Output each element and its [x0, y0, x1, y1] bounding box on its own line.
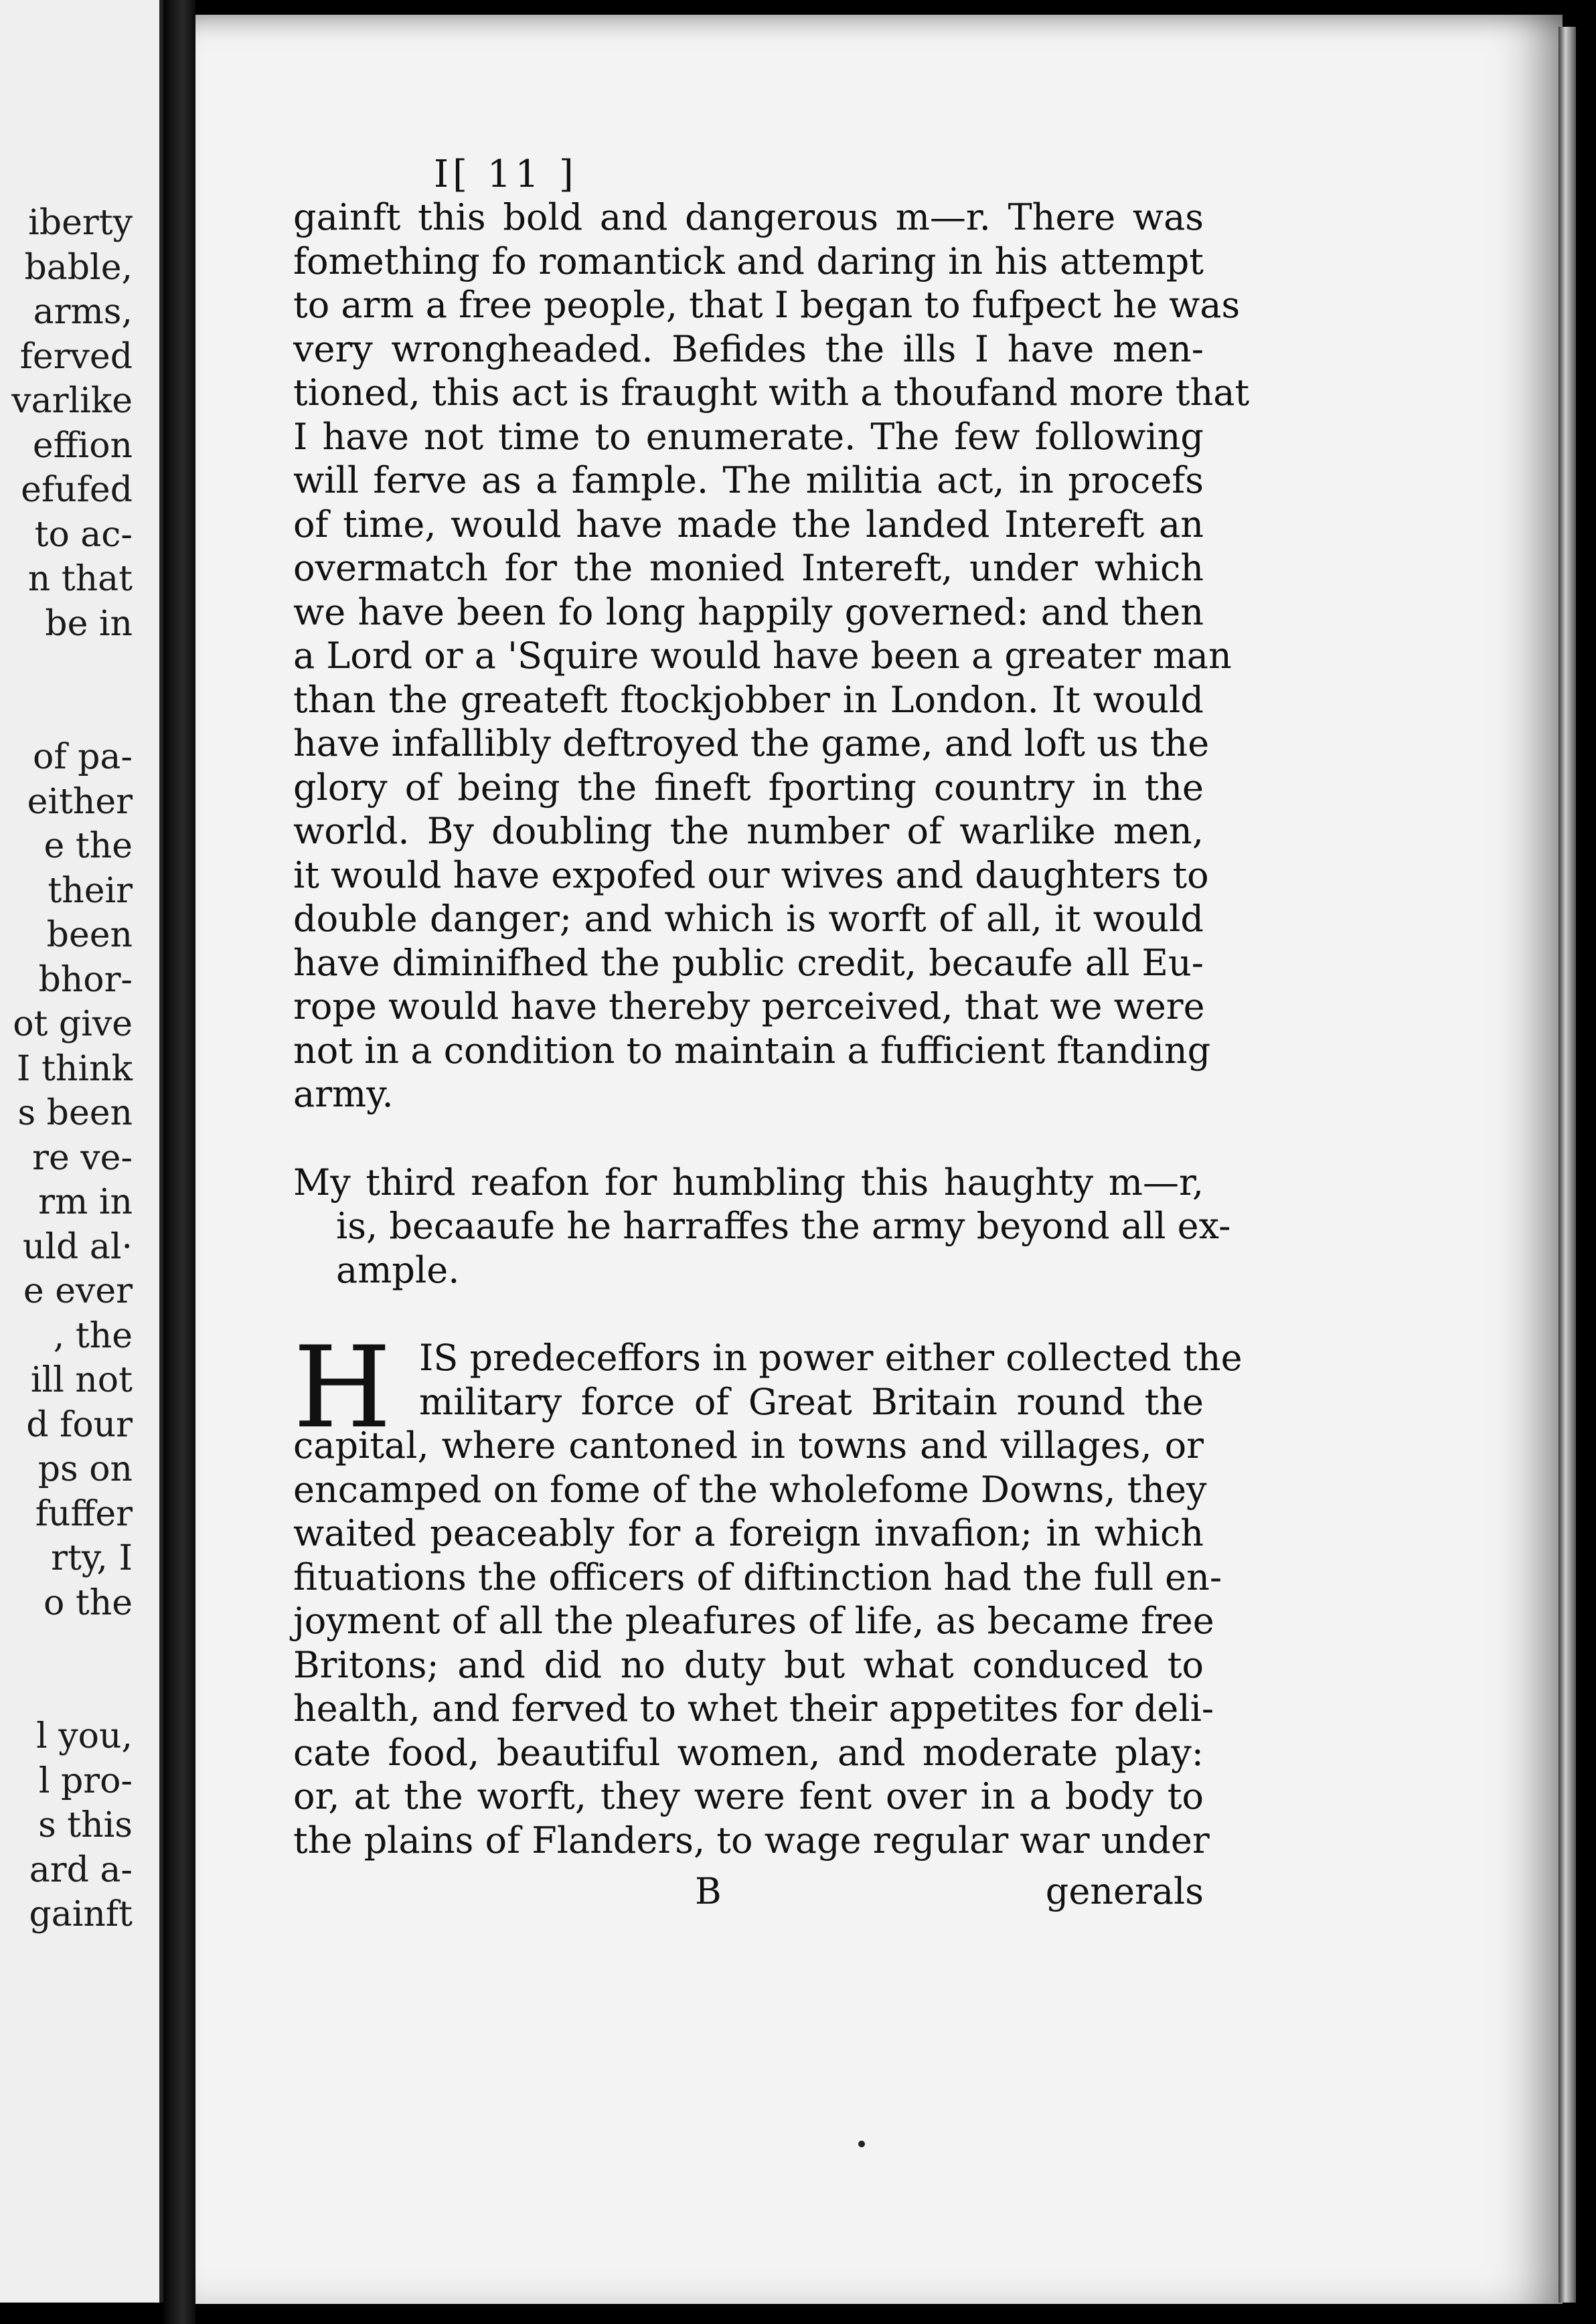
left-page-fragment: bhor- [38, 959, 133, 1000]
catchword: generals [1045, 1870, 1204, 1912]
left-page-fragment: effion [32, 425, 133, 466]
page-footer [293, 1870, 1204, 1917]
text-line: military force of Great Britain round the [419, 1380, 1204, 1423]
left-page-fragment [11, 1670, 133, 1715]
left-page-fragment: varlike [11, 381, 133, 421]
left-page-fragment: l you, [36, 1716, 133, 1756]
paragraph-predecessors [293, 1322, 1243, 1862]
left-page-fragment: fuffer [35, 1493, 133, 1534]
text-line: not in a condition to maintain a fufficient ftanding [293, 1029, 1211, 1072]
left-page-fragment: be in [45, 603, 133, 644]
left-page-fragment: l pro- [38, 1760, 133, 1801]
left-page-fragment: s been [17, 1093, 133, 1133]
left-page-fragment: ot give [13, 1004, 133, 1044]
left-page-fragment: gainft [29, 1894, 133, 1934]
text-line: army. [293, 1073, 394, 1115]
text-line: rope would have thereby perceived, that we were [293, 985, 1205, 1027]
text-line: world. By doubling the number of warlike men, [293, 810, 1204, 852]
left-page-text-fragments [11, 201, 133, 1937]
text-line: health, and ferved to whet their appetites for deli- [293, 1687, 1214, 1730]
section-heading-third-reason [293, 1161, 1231, 1293]
text-line: fituations the officers of diftinction had the full en- [293, 1556, 1222, 1598]
text-line: is, becaaufe he harraffes the army beyond all ex- [336, 1205, 1231, 1247]
left-page-fragment: bable, [24, 247, 133, 288]
text-line: glory of being the fineft fporting country in the [293, 766, 1204, 809]
text-line: to arm a free people, that I began to fufpect he was [293, 284, 1241, 326]
text-line: My third reafon for humbling this haughty m—r, [293, 1161, 1204, 1204]
paragraph-militia-act [293, 195, 1250, 1116]
text-line: overmatch for the monied Intereft, under which [293, 547, 1204, 589]
page-edge [1559, 27, 1576, 2303]
text-line: or, at the worft, they were fent over in a body to [293, 1775, 1204, 1817]
text-line: cate food, beautiful women, and moderate play: [293, 1731, 1204, 1774]
left-page-fragment: rm in [38, 1182, 133, 1222]
left-page-fragment [11, 691, 133, 736]
text-line: very wrongheaded. Befides the ills I have men- [293, 327, 1204, 370]
left-page-fragment [11, 1625, 133, 1670]
text-line: encamped on fome of the wholefome Downs, they [293, 1468, 1207, 1511]
left-facing-page [0, 0, 163, 2303]
left-page-fragment: I think [16, 1048, 133, 1089]
left-page-fragment: e ever [23, 1271, 133, 1311]
left-page-fragment: rty, I [51, 1538, 133, 1578]
page-number: I[ 11 ] [434, 153, 578, 196]
left-page-fragment: arms, [33, 292, 133, 332]
left-page-fragment: iberty [28, 203, 133, 243]
left-page-fragment [11, 646, 133, 691]
text-line: tioned, this act is fraught with a thoufand more that [293, 371, 1250, 414]
left-page-fragment: re ve- [32, 1137, 133, 1178]
text-line: gainft this bold and dangerous m—r. There was [293, 196, 1204, 238]
text-line: waited peaceably for a foreign invafion; in which [293, 1512, 1204, 1554]
text-line: of time, would have made the landed Intereft an [293, 503, 1204, 546]
text-line: double danger; and which is worft of all, it would [293, 898, 1204, 940]
text-line: fomething fo romantick and daring in his attempt [293, 240, 1204, 282]
left-page-fragment: either [27, 781, 133, 822]
text-line: IS predeceffors in power either collected the [419, 1337, 1243, 1379]
text-line: it would have expofed our wives and daughters to [293, 853, 1209, 896]
left-page-fragment: ill not [30, 1360, 133, 1400]
ink-speck [858, 2141, 865, 2147]
left-page-fragment: o the [44, 1582, 133, 1623]
left-page-fragment: ferved [19, 336, 133, 377]
body-text [293, 195, 1250, 1862]
drop-cap: H [293, 1322, 392, 1453]
left-page-fragment: n that [27, 559, 133, 599]
left-page-fragment: of pa- [33, 737, 133, 777]
left-page-fragment: to ac- [34, 514, 133, 555]
left-page-fragment: their [48, 870, 133, 911]
left-page-fragment: uld al· [22, 1226, 133, 1267]
signature-mark: B [695, 1870, 722, 1912]
left-page-fragment: e the [44, 826, 133, 866]
text-line: a Lord or a 'Squire would have been a greater man [293, 635, 1232, 677]
left-page-fragment: efufed [21, 470, 133, 510]
text-line: capital, where cantoned in towns and villages, or [293, 1424, 1204, 1467]
text-line: have infallibly deftroyed the game, and loft us the [293, 722, 1210, 764]
text-line: than the greateft ftockjobber in London. It would [293, 678, 1204, 721]
text-line: will ferve as a fample. The militia act, in procefs [293, 459, 1204, 501]
text-line: have diminifhed the public credit, becaufe all Eu- [293, 941, 1204, 984]
text-line: Britons; and did no duty but what conduced to [293, 1643, 1204, 1686]
text-line: the plains of Flanders, to wage regular war under [293, 1819, 1210, 1861]
left-page-fragment: been [46, 915, 133, 955]
left-page-fragment: d four [26, 1404, 133, 1445]
book-gutter [163, 0, 195, 2324]
text-line: joyment of all the pleafures of life, as became free [293, 1600, 1214, 1642]
left-page-fragment: s this [38, 1805, 133, 1845]
left-page-fragment: ps on [37, 1449, 133, 1489]
text-line: we have been fo long happily governed: and then [293, 590, 1204, 633]
left-page-fragment: , the [53, 1315, 133, 1356]
left-page-fragment: ard a- [29, 1849, 133, 1890]
text-line: ample. [336, 1248, 460, 1291]
text-line: I have not time to enumerate. The few following [293, 415, 1204, 458]
